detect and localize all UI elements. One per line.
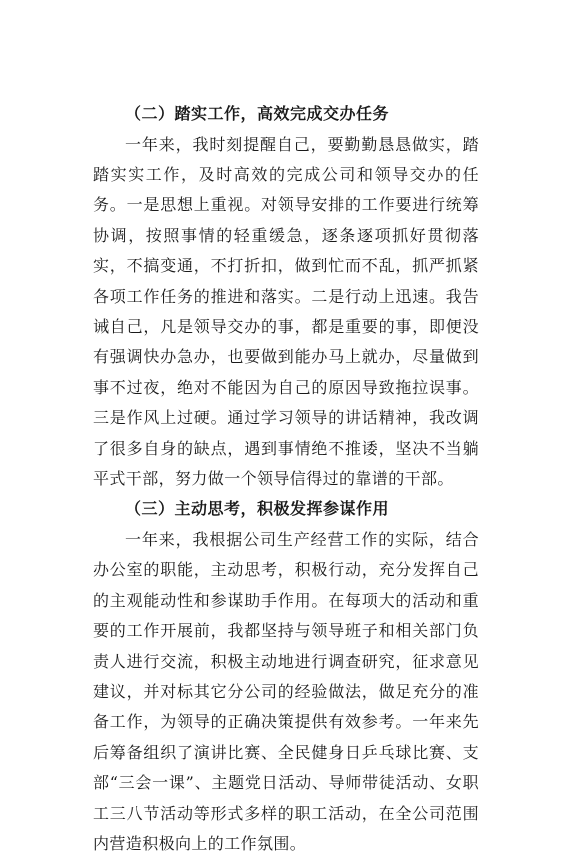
section-heading-2: （二）踏实工作，高效完成交办任务 bbox=[125, 104, 390, 123]
document-body bbox=[93, 99, 479, 859]
section-heading-3: （三）主动思考，积极发挥参谋作用 bbox=[125, 499, 390, 519]
section-paragraph-3: 一年来，我根据公司生产经营工作的实际，结合办公室的职能，主动思考，积极行动，充分发挥自己的主观能动性和参谋助手作用。在每项大的活动和重要的工作开展前，我都坚持与领导班子和相关部门负责人进行交流，积极主动地进行调查研究，征求意见建议，并对标其它分公司的经验做法，做足充分的准备工作，为领导的正确决策提供有效参考。一年来先后筹备组织了演讲比赛、全民健身日乒乓球比赛、支部“三会一课”、主题党日活动、导师带徒活动、女职工三八节活动等形式多样的职工活动，在全公司范围内营造积极向上的工作氛围。 bbox=[93, 529, 479, 853]
section-paragraph-2: 一年来，我时刻提醒自己，要勤勤恳恳做实，踏踏实实工作，及时高效的完成公司和领导交办的任务。一是思想上重视。对领导安排的工作要进行统筹协调，按照事情的轻重缓急，逐条逐项抓好贯彻落实，不搞变通，不打折扣，做到忙而不乱，抓严抓紧各项工作任务的推进和落实。二是行动上迅速。我告诫自己，凡是领导交办的事，都是重要的事，即便没有强调快办急办，也要做到能办马上就办，尽量做到事不过夜，绝对不能因为自己的原因导致拖拉误事。三是作风上过硬。通过学习领导的讲话精神，我改调了很多自身的缺点，遇到事情绝不推诿，坚决不当躺平式干部，努力做一个领导信得过的靠谱的干部。 bbox=[93, 134, 479, 488]
